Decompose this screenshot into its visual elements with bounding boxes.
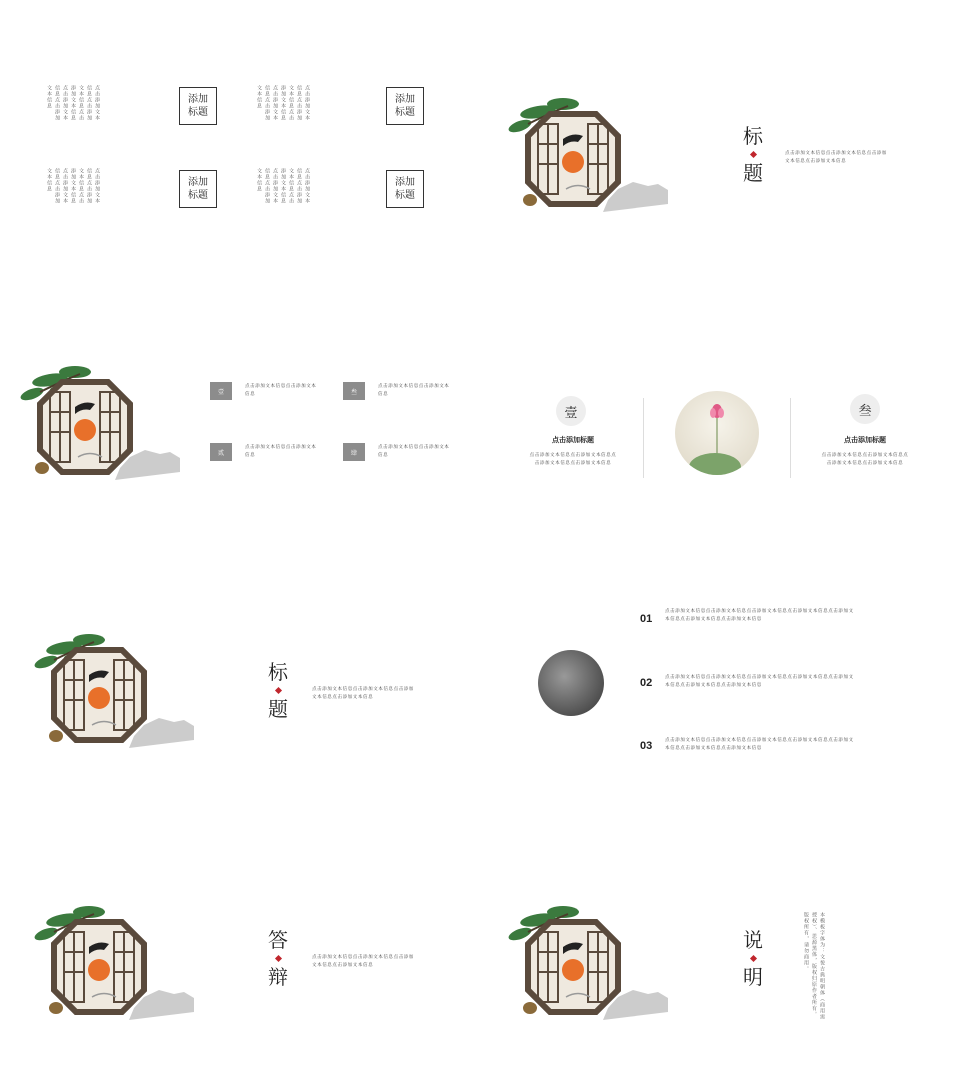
item-text-4: 点击添加文本信息点击添加文本信息	[378, 445, 450, 458]
slide-6	[480, 540, 960, 810]
item-text-2: 点击添加文本信息点击添加文本信息	[378, 384, 450, 397]
scenery-image	[538, 650, 604, 716]
title-box-3[interactable]	[179, 170, 217, 208]
num-03: 03	[640, 740, 653, 752]
row-text-3: 点击添加文本信息点击添加文本信息点击添加文本信息点击添加文本信息点击添加文本信息点击添加文本信息点击添加文本信息	[665, 738, 854, 751]
title-char: 说	[743, 928, 763, 952]
window-illustration	[34, 630, 199, 750]
slide-1-body-3: 点击添加文本信息点击添加文本信息点击添加文本信息点击添加文本信息点击添加文本信息	[46, 168, 100, 204]
num-01: 01	[640, 613, 653, 625]
row-text-2: 点击添加文本信息点击添加文本信息点击添加文本信息点击添加文本信息点击添加文本信息点击添加文本信息点击添加文本信息	[665, 675, 854, 688]
badge-1: 壹	[210, 382, 232, 400]
title-box-text: 添加 标题	[395, 94, 415, 118]
title-box-4[interactable]	[386, 170, 424, 208]
slide-1-body-1: 点击添加文本信息点击添加文本信息点击添加文本信息点击添加文本信息点击添加文本信息	[46, 85, 100, 121]
window-illustration	[20, 362, 185, 482]
window-illustration	[508, 94, 673, 214]
seal-char: 壹	[564, 405, 578, 421]
window-illustration	[508, 902, 673, 1022]
red-diamond-icon	[274, 687, 281, 694]
item-text-1: 点击添加文本信息点击添加文本信息	[245, 384, 317, 397]
title-char: 标	[268, 660, 288, 684]
slide-1	[0, 0, 480, 270]
slide-1-body-2: 点击添加文本信息点击添加文本信息点击添加文本信息点击添加文本信息点击添加文本信息	[256, 85, 310, 121]
body-text: 点击添加文本信息点击添加文本信息点击添加文本信息点击添加文本信息	[312, 955, 414, 968]
seal-right	[850, 394, 880, 424]
lotus-image	[675, 391, 759, 475]
item-text-3: 点击添加文本信息点击添加文本信息	[245, 445, 317, 458]
window-illustration	[34, 902, 199, 1022]
left-title: 点击添加标题	[552, 436, 594, 444]
title-box-text: 添加 标题	[395, 177, 415, 201]
title-char: 辩	[268, 965, 288, 989]
left-body: 点击添加文本信息点击添加文本信息点击添加文本信息点击添加文本信息	[529, 453, 617, 466]
vertical-title	[740, 124, 766, 185]
slide-8	[480, 810, 960, 1080]
red-diamond-icon	[749, 955, 756, 962]
title-char: 标	[743, 124, 763, 148]
slide-2	[480, 0, 960, 270]
vertical-title	[265, 660, 291, 721]
divider	[643, 398, 644, 478]
font-notice: 本模板字体为：文悦古典明朝体（商用需授权）、思源黑体，版权归原作者所有。版权所有，请勿商用。	[803, 912, 825, 1020]
lotus-icon	[675, 391, 759, 475]
slide-4	[480, 270, 960, 540]
badge-2: 叁	[343, 382, 365, 400]
row-text-1: 点击添加文本信息点击添加文本信息点击添加文本信息点击添加文本信息点击添加文本信息点击添加文本信息点击添加文本信息	[665, 609, 854, 622]
divider	[790, 398, 791, 478]
slide-5	[0, 540, 480, 810]
title-char: 题	[268, 697, 288, 721]
title-char: 明	[743, 965, 763, 989]
slide-1-body-4: 点击添加文本信息点击添加文本信息点击添加文本信息点击添加文本信息点击添加文本信息	[256, 168, 310, 204]
red-diamond-icon	[749, 151, 756, 158]
vertical-title	[265, 928, 291, 989]
red-diamond-icon	[274, 955, 281, 962]
body-text: 点击添加文本信息点击添加文本信息点击添加文本信息点击添加文本信息	[312, 687, 414, 700]
title-box-2[interactable]	[386, 87, 424, 125]
title-box-text: 添加 标题	[188, 177, 208, 201]
body-text: 点击添加文本信息点击添加文本信息点击添加文本信息点击添加文本信息	[785, 151, 887, 164]
title-box-1[interactable]	[179, 87, 217, 125]
seal-left	[556, 396, 586, 426]
right-body: 点击添加文本信息点击添加文本信息点击添加文本信息点击添加文本信息	[821, 453, 909, 466]
title-char: 答	[268, 928, 288, 952]
slide-7	[0, 810, 480, 1080]
seal-char: 叁	[858, 403, 872, 419]
title-char: 题	[743, 161, 763, 185]
vertical-title	[740, 928, 766, 989]
num-02: 02	[640, 677, 653, 689]
title-box-text: 添加 标题	[188, 94, 208, 118]
slide-3	[0, 270, 480, 540]
badge-3: 贰	[210, 443, 232, 461]
right-title: 点击添加标题	[844, 436, 886, 444]
badge-4: 肆	[343, 443, 365, 461]
